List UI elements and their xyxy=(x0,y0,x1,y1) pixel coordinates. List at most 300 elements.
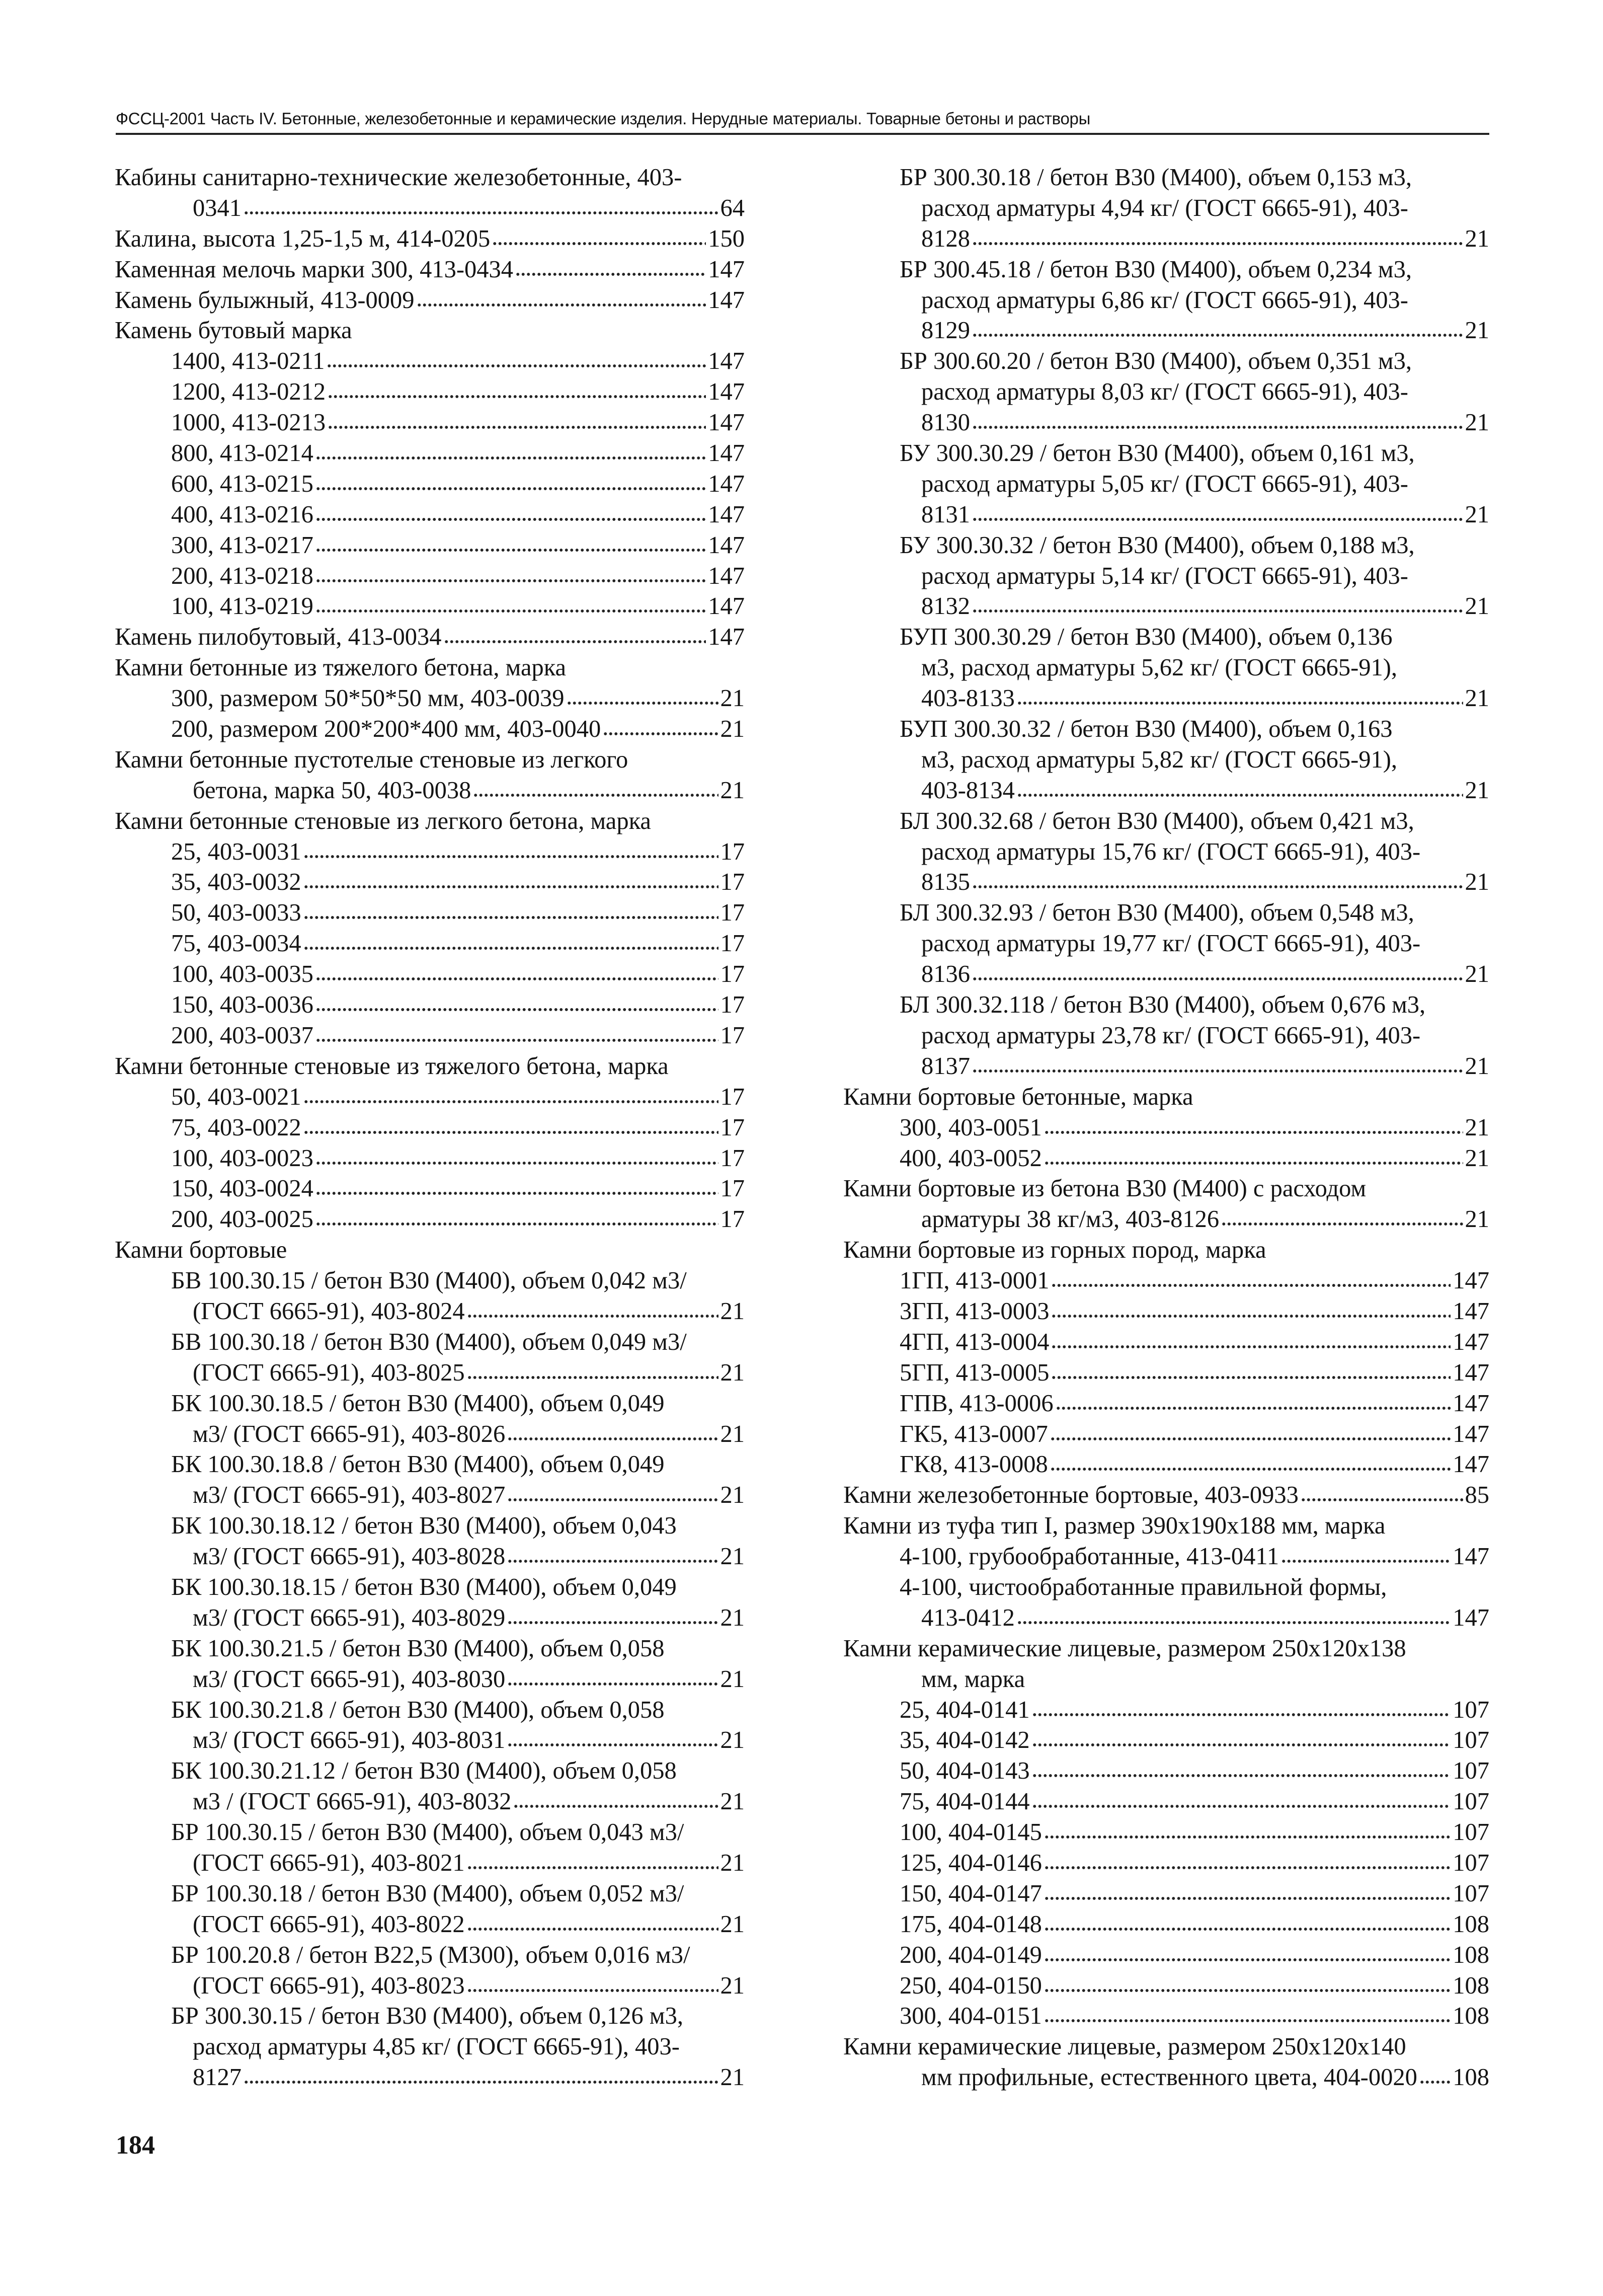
index-entry xyxy=(843,1480,1489,1511)
index-entry-text: 35, 403-0032 xyxy=(171,869,301,896)
index-entry xyxy=(843,1174,1489,1204)
dot-leader xyxy=(315,547,706,554)
index-entry xyxy=(115,867,745,898)
dot-leader xyxy=(972,883,1463,890)
dot-leader xyxy=(1032,1803,1451,1810)
index-entry-page-ref: 17 xyxy=(720,838,745,865)
index-entry-page-ref: 150 xyxy=(708,225,745,252)
dot-leader xyxy=(1301,1496,1463,1503)
index-entry-text: м3/ (ГОСТ 6665-91), 403-8029 xyxy=(193,1604,506,1631)
index-entry-text: Кабины санитарно-технические железобетонные, 403- xyxy=(115,164,682,191)
index-entry-text: Камни бетонные пустотелые стеновые из легкого xyxy=(115,746,628,773)
index-entry-page-ref: 17 xyxy=(720,869,745,896)
index-entry-text: 8136 xyxy=(921,961,970,988)
index-entry-text: 4-100, чистообработанные правильной формы, xyxy=(900,1573,1387,1600)
index-entry-text: 50, 403-0033 xyxy=(171,899,301,927)
index-entry-page-ref: 147 xyxy=(708,378,745,406)
dot-leader xyxy=(303,883,718,890)
index-entry-page-ref: 107 xyxy=(1453,1849,1489,1876)
index-entry-text: Камни бетонные стеновые из легкого бетона, марка xyxy=(115,807,651,834)
index-entry-text: 200, 403-0025 xyxy=(171,1206,313,1233)
index-entry xyxy=(843,1082,1489,1113)
index-entry-text: 150, 403-0024 xyxy=(171,1175,313,1202)
index-entry xyxy=(843,959,1489,990)
index-entry-text: 800, 413-0214 xyxy=(171,440,313,467)
index-entry xyxy=(843,1664,1489,1695)
dot-leader xyxy=(467,1864,718,1871)
index-entry xyxy=(115,1327,745,1358)
index-column-left xyxy=(115,163,745,2093)
index-entry xyxy=(843,1143,1489,1174)
index-entry xyxy=(115,1695,745,1726)
index-entry xyxy=(843,929,1489,959)
index-entry-page-ref: 147 xyxy=(1453,1451,1489,1478)
index-entry xyxy=(115,2001,745,2032)
index-entry xyxy=(115,163,745,193)
index-entry xyxy=(115,714,745,745)
index-entry xyxy=(115,929,745,959)
index-entry-page-ref: 147 xyxy=(1453,1359,1489,1386)
index-entry-text: 100, 413-0219 xyxy=(171,593,313,620)
index-entry xyxy=(843,2062,1489,2093)
dot-leader xyxy=(1044,1956,1451,1963)
dot-leader xyxy=(972,240,1463,247)
index-entry xyxy=(115,1879,745,1909)
dot-leader xyxy=(1050,1435,1451,1442)
index-entry xyxy=(115,1266,745,1296)
index-entry xyxy=(843,1051,1489,1082)
index-entry xyxy=(843,867,1489,898)
index-entry-page-ref: 147 xyxy=(1453,1390,1489,1417)
index-entry-page-ref: 17 xyxy=(720,1083,745,1110)
dot-leader xyxy=(567,700,718,707)
index-entry-page-ref: 147 xyxy=(708,562,745,589)
index-entry xyxy=(843,1725,1489,1756)
index-entry xyxy=(843,837,1489,868)
index-entry xyxy=(115,1664,745,1695)
index-entry-text: БВ 100.30.18 / бетон В30 (М400), объем 0,049 м3/ xyxy=(171,1328,687,1355)
dot-leader xyxy=(1044,1833,1451,1841)
index-entry-page-ref: 21 xyxy=(720,1849,745,1876)
index-entry-text: 600, 413-0215 xyxy=(171,470,313,497)
index-entry xyxy=(843,1634,1489,1664)
dot-leader xyxy=(1044,1895,1451,1902)
dot-leader xyxy=(327,362,706,369)
index-entry-page-ref: 108 xyxy=(1453,1941,1489,1968)
index-entry-page-ref: 21 xyxy=(720,1482,745,1509)
index-entry-page-ref: 108 xyxy=(1453,1972,1489,1999)
index-entry xyxy=(115,500,745,530)
dot-leader xyxy=(972,1067,1463,1075)
index-entry xyxy=(843,1879,1489,1909)
index-entry xyxy=(843,1695,1489,1726)
index-entry-page-ref: 147 xyxy=(1453,1420,1489,1447)
index-entry-page-ref: 147 xyxy=(708,624,745,651)
dot-leader xyxy=(467,1374,718,1381)
index-entry xyxy=(115,1235,745,1266)
index-entry xyxy=(843,2001,1489,2032)
index-entry xyxy=(115,1358,745,1389)
dot-leader xyxy=(315,975,718,982)
index-entry-page-ref: 21 xyxy=(1465,225,1489,252)
index-entry xyxy=(115,316,745,346)
index-entry-text: 50, 403-0021 xyxy=(171,1083,301,1110)
dot-leader xyxy=(515,271,706,278)
index-entry-page-ref: 108 xyxy=(1453,1910,1489,1938)
index-entry-text: Камни бетонные стеновые из тяжелого бетона, марка xyxy=(115,1052,669,1080)
index-entry-page-ref: 108 xyxy=(1453,2064,1489,2091)
index-entry xyxy=(843,1235,1489,1266)
dot-leader xyxy=(1281,1558,1451,1565)
index-entry xyxy=(843,1113,1489,1143)
index-entry-text: м3/ (ГОСТ 6665-91), 403-8027 xyxy=(193,1482,506,1509)
index-entry-text: м3 / (ГОСТ 6665-91), 403-8032 xyxy=(193,1788,512,1815)
index-entry-page-ref: 147 xyxy=(1453,1543,1489,1570)
index-entry-text: расход арматуры 5,14 кг/ (ГОСТ 6665-91), 403- xyxy=(921,562,1408,589)
dot-leader xyxy=(315,577,706,584)
index-entry-text: 100, 403-0035 xyxy=(171,961,313,988)
index-entry-text: 150, 403-0036 xyxy=(171,991,313,1019)
index-entry-text: мм, марка xyxy=(921,1665,1025,1693)
index-entry-text: 250, 404-0150 xyxy=(900,1972,1042,1999)
index-entry-text: Камни бортовые xyxy=(115,1237,287,1264)
index-entry xyxy=(843,408,1489,438)
index-entry-text: 413-0412 xyxy=(921,1604,1015,1631)
index-entry-text: Камни бортовые бетонные, марка xyxy=(843,1083,1193,1110)
index-entry-page-ref: 21 xyxy=(720,1972,745,1999)
index-entry xyxy=(115,1725,745,1756)
dot-leader xyxy=(303,1098,718,1105)
index-entry xyxy=(843,714,1489,745)
index-entry xyxy=(843,316,1489,346)
index-entry xyxy=(115,1480,745,1511)
index-entry xyxy=(843,1787,1489,1817)
index-entry-page-ref: 21 xyxy=(720,1420,745,1447)
dot-leader xyxy=(507,1680,718,1688)
index-entry-page-ref: 21 xyxy=(720,1359,745,1386)
dot-leader xyxy=(507,1558,718,1565)
index-entry xyxy=(115,1787,745,1817)
index-entry xyxy=(115,1511,745,1542)
index-entry xyxy=(115,2062,745,2093)
dot-leader xyxy=(315,1006,718,1013)
index-entry-text: 25, 403-0031 xyxy=(171,838,301,865)
index-entry xyxy=(843,346,1489,377)
index-entry xyxy=(843,561,1489,592)
index-entry-text: 4-100, грубообработанные, 413-0411 xyxy=(900,1543,1279,1570)
index-entry xyxy=(843,1266,1489,1296)
index-entry xyxy=(843,377,1489,408)
index-entry-text: Каменная мелочь марки 300, 413-0434 xyxy=(115,256,514,283)
index-entry-text: Камни железобетонные бортовые, 403-0933 xyxy=(843,1482,1299,1509)
index-entry-text: Калина, высота 1,25-1,5 м, 414-0205 xyxy=(115,225,491,252)
dot-leader xyxy=(1051,1313,1451,1320)
index-entry-text: Камни керамические лицевые, размером 250x120x138 xyxy=(843,1635,1406,1662)
index-entry xyxy=(843,1542,1489,1572)
index-entry-page-ref: 17 xyxy=(720,930,745,957)
index-entry xyxy=(843,1817,1489,1848)
index-entry xyxy=(843,1296,1489,1327)
index-entry-text: БР 100.30.15 / бетон В30 (М400), объем 0,043 м3/ xyxy=(171,1819,684,1846)
index-entry-text: 200, 404-0149 xyxy=(900,1941,1042,1968)
index-entry xyxy=(843,898,1489,929)
dot-leader xyxy=(1051,1343,1451,1350)
index-entry-text: расход арматуры 4,85 кг/ (ГОСТ 6665-91), 403- xyxy=(193,2033,680,2060)
index-entry-text: (ГОСТ 6665-91), 403-8025 xyxy=(193,1359,465,1386)
index-entry-text: 200, 403-0037 xyxy=(171,1022,313,1049)
dot-leader xyxy=(972,332,1463,339)
index-entry xyxy=(115,1817,745,1848)
index-entry-text: Камни бортовые из горных пород, марка xyxy=(843,1237,1266,1264)
index-entry-text: 8127 xyxy=(193,2064,242,2091)
index-entry-text: м3/ (ГОСТ 6665-91), 403-8031 xyxy=(193,1727,506,1754)
index-entry xyxy=(843,1449,1489,1480)
index-entry xyxy=(843,2032,1489,2062)
index-entry-text: Камень бутовый марка xyxy=(115,317,352,344)
index-entry-page-ref: 17 xyxy=(720,1206,745,1233)
index-entry xyxy=(115,1848,745,1879)
index-entry-page-ref: 147 xyxy=(1453,1297,1489,1325)
index-entry-text: Камень пилобутовый, 413-0034 xyxy=(115,624,442,651)
dot-leader xyxy=(1419,2079,1451,2086)
dot-leader xyxy=(507,1619,718,1626)
index-entry-page-ref: 21 xyxy=(1465,685,1489,712)
index-entry-text: расход арматуры 5,05 кг/ (ГОСТ 6665-91), 403- xyxy=(921,470,1408,497)
index-entry-page-ref: 107 xyxy=(1453,1696,1489,1723)
index-entry xyxy=(843,1940,1489,1971)
index-entry-text: 0341 xyxy=(193,194,242,221)
index-entry-text: 8135 xyxy=(921,869,970,896)
index-entry-page-ref: 17 xyxy=(720,899,745,927)
index-entry-page-ref: 21 xyxy=(720,1604,745,1631)
index-entry-text: 300, 403-0051 xyxy=(900,1114,1042,1141)
index-entry-page-ref: 108 xyxy=(1453,2003,1489,2030)
index-entry xyxy=(843,255,1489,285)
index-entry xyxy=(115,1143,745,1174)
index-entry-text: Камни из туфа тип I, размер 390x190x188 мм, марка xyxy=(843,1512,1386,1540)
dot-leader xyxy=(467,1313,718,1320)
index-entry-text: БЛ 300.32.93 / бетон В30 (М400), объем 0,548 м3, xyxy=(900,899,1414,927)
index-entry xyxy=(115,990,745,1021)
index-entry xyxy=(115,530,745,561)
index-entry xyxy=(843,776,1489,806)
dot-leader xyxy=(492,240,706,247)
dot-leader xyxy=(467,1926,718,1933)
index-entry-page-ref: 147 xyxy=(708,593,745,620)
dot-leader xyxy=(1017,792,1463,799)
index-entry xyxy=(843,1603,1489,1634)
index-entry-page-ref: 17 xyxy=(720,1144,745,1172)
index-entry xyxy=(115,806,745,837)
index-entry xyxy=(843,285,1489,316)
index-entry-page-ref: 107 xyxy=(1453,1880,1489,1907)
dot-leader xyxy=(244,2079,718,2086)
index-entry-page-ref: 21 xyxy=(1465,409,1489,436)
index-entry-text: (ГОСТ 6665-91), 403-8023 xyxy=(193,1972,465,1999)
index-entry-text: БК 100.30.21.12 / бетон В30 (М400), объем 0,058 xyxy=(171,1757,677,1785)
index-entry-text: мм профильные, естественного цвета, 404-0020 xyxy=(921,2064,1417,2091)
index-entry-page-ref: 21 xyxy=(720,1910,745,1938)
index-entry-text: 75, 403-0034 xyxy=(171,930,301,957)
index-entry-text: БР 300.60.20 / бетон В30 (М400), объем 0,351 м3, xyxy=(900,348,1412,375)
index-entry-page-ref: 17 xyxy=(720,1175,745,1202)
index-entry-text: БР 300.30.18 / бетон В30 (М400), объем 0,153 м3, xyxy=(900,164,1412,191)
index-entry xyxy=(115,1603,745,1634)
index-entry-page-ref: 107 xyxy=(1453,1788,1489,1815)
index-entry xyxy=(115,1113,745,1143)
index-entry-page-ref: 17 xyxy=(720,961,745,988)
index-entry xyxy=(115,683,745,714)
index-entry-text: БК 100.30.18.8 / бетон В30 (М400), объем 0,049 xyxy=(171,1451,665,1478)
index-entry xyxy=(115,469,745,500)
dot-leader xyxy=(315,1190,718,1197)
index-entry-page-ref: 64 xyxy=(720,194,745,221)
dot-leader xyxy=(972,975,1463,982)
index-entry-text: БУ 300.30.29 / бетон В30 (М400), объем 0,161 м3, xyxy=(900,440,1415,467)
index-entry-page-ref: 21 xyxy=(720,777,745,804)
index-entry-page-ref: 21 xyxy=(720,1727,745,1754)
dot-leader xyxy=(507,1435,718,1442)
index-entry-text: 150, 404-0147 xyxy=(900,1880,1042,1907)
dot-leader xyxy=(1044,1926,1451,1933)
dot-leader xyxy=(417,301,706,309)
dot-leader xyxy=(1032,1772,1451,1779)
dot-leader xyxy=(1051,1282,1451,1289)
index-entry xyxy=(843,1511,1489,1542)
dot-leader xyxy=(1056,1405,1451,1412)
index-entry-page-ref: 21 xyxy=(1465,961,1489,988)
index-entry xyxy=(843,530,1489,561)
index-entry-text: 8131 xyxy=(921,501,970,528)
dot-leader xyxy=(1044,2017,1451,2024)
index-entry-page-ref: 147 xyxy=(1453,1328,1489,1355)
index-entry-text: ГК8, 413-0008 xyxy=(900,1451,1048,1478)
index-entry xyxy=(843,591,1489,622)
index-entry-text: расход арматуры 6,86 кг/ (ГОСТ 6665-91), 403- xyxy=(921,286,1408,314)
index-entry-page-ref: 21 xyxy=(720,1788,745,1815)
index-entry-page-ref: 147 xyxy=(708,440,745,467)
dot-leader xyxy=(315,454,706,462)
index-entry-page-ref: 147 xyxy=(1453,1604,1489,1631)
index-entry xyxy=(115,408,745,438)
index-entry-text: м3, расход арматуры 5,82 кг/ (ГОСТ 6665-91), xyxy=(921,746,1398,773)
index-entry-text: 175, 404-0148 xyxy=(900,1910,1042,1938)
index-entry-text: 8137 xyxy=(921,1052,970,1080)
index-entry-text: ГПВ, 413-0006 xyxy=(900,1390,1054,1417)
index-entry-text: 100, 403-0023 xyxy=(171,1144,313,1172)
index-entry xyxy=(115,745,745,776)
index-entry-text: 400, 403-0052 xyxy=(900,1144,1042,1172)
index-entry xyxy=(115,1419,745,1450)
dot-leader xyxy=(1050,1466,1451,1473)
index-entry-text: БУП 300.30.29 / бетон В30 (М400), объем 0,136 xyxy=(900,624,1393,651)
dot-leader xyxy=(1032,1711,1451,1718)
index-entry xyxy=(115,1174,745,1204)
index-entry-page-ref: 107 xyxy=(1453,1819,1489,1846)
index-entry-text: (ГОСТ 6665-91), 403-8024 xyxy=(193,1297,465,1325)
index-entry-page-ref: 21 xyxy=(1465,869,1489,896)
index-entry-text: Камни бетонные из тяжелого бетона, марка xyxy=(115,654,567,681)
index-entry xyxy=(843,745,1489,776)
index-entry-text: 8132 xyxy=(921,593,970,620)
index-entry-text: 50, 404-0143 xyxy=(900,1757,1030,1785)
dot-leader xyxy=(513,1803,718,1810)
dot-leader xyxy=(473,792,718,799)
index-entry xyxy=(115,1204,745,1235)
index-entry-page-ref: 147 xyxy=(708,286,745,314)
index-entry-text: Камни керамические лицевые, размером 250x120x140 xyxy=(843,2033,1406,2060)
dot-leader xyxy=(244,209,718,216)
dot-leader xyxy=(303,853,718,860)
index-entry xyxy=(115,959,745,990)
index-entry-text: БЛ 300.32.118 / бетон В30 (М400), объем 0,676 м3, xyxy=(900,991,1426,1019)
index-entry xyxy=(843,1848,1489,1879)
index-entry xyxy=(115,2032,745,2062)
index-entry-page-ref: 21 xyxy=(720,685,745,712)
index-entry xyxy=(843,193,1489,224)
index-entry xyxy=(115,346,745,377)
index-entry-text: БУ 300.30.32 / бетон В30 (М400), объем 0,188 м3, xyxy=(900,531,1415,559)
dot-leader xyxy=(315,1220,718,1228)
index-entry-text: 8129 xyxy=(921,317,970,344)
index-entry xyxy=(843,1389,1489,1419)
index-entry-text: 8128 xyxy=(921,225,970,252)
index-entry xyxy=(115,255,745,285)
index-entry xyxy=(843,1419,1489,1450)
index-entry-text: м3/ (ГОСТ 6665-91), 403-8026 xyxy=(193,1420,506,1447)
dot-leader xyxy=(1044,1160,1463,1167)
index-entry xyxy=(843,438,1489,469)
index-entry xyxy=(843,1204,1489,1235)
index-entry-text: расход арматуры 15,76 кг/ (ГОСТ 6665-91), 403- xyxy=(921,838,1421,865)
index-entry-text: арматуры 38 кг/м3, 403-8126 xyxy=(921,1206,1220,1233)
index-entry-text: бетона, марка 50, 403-0038 xyxy=(193,777,471,804)
index-entry xyxy=(843,806,1489,837)
index-entry-text: Камень булыжный, 413-0009 xyxy=(115,286,415,314)
dot-leader xyxy=(303,1129,718,1136)
index-entry xyxy=(843,1971,1489,2002)
index-entry-text: ГК5, 413-0007 xyxy=(900,1420,1048,1447)
index-entry-text: БР 300.45.18 / бетон В30 (М400), объем 0,234 м3, xyxy=(900,256,1412,283)
index-entry-text: 1000, 413-0213 xyxy=(171,409,326,436)
dot-leader xyxy=(972,424,1463,431)
index-entry xyxy=(115,1634,745,1664)
index-entry-text: Камни бортовые из бетона В30 (М400) с расходом xyxy=(843,1175,1367,1202)
index-entry xyxy=(115,224,745,255)
running-header: ФССЦ-2001 Часть IV. Бетонные, железобетонные и керамические изделия. Нерудные материалы. Товарные бетоны и растворы xyxy=(116,106,1489,135)
index-entry-page-ref: 107 xyxy=(1453,1727,1489,1754)
dot-leader xyxy=(315,1160,718,1167)
index-entry xyxy=(843,1756,1489,1787)
index-entry-page-ref: 21 xyxy=(1465,1206,1489,1233)
index-entry-text: 4ГП, 413-0004 xyxy=(900,1328,1050,1355)
index-entry-page-ref: 21 xyxy=(1465,1114,1489,1141)
index-entry-text: БР 100.20.8 / бетон В22,5 (М300), объем 0,016 м3/ xyxy=(171,1941,690,1968)
index-entry xyxy=(115,1542,745,1572)
index-entry-page-ref: 21 xyxy=(720,1665,745,1693)
index-entry xyxy=(843,683,1489,714)
index-entry-text: м3/ (ГОСТ 6665-91), 403-8030 xyxy=(193,1665,506,1693)
dot-leader xyxy=(1044,1864,1451,1871)
index-entry xyxy=(843,163,1489,193)
index-entry xyxy=(115,622,745,653)
index-entry xyxy=(115,285,745,316)
index-entry xyxy=(843,653,1489,683)
dot-leader xyxy=(507,1741,718,1748)
index-entry-page-ref: 21 xyxy=(720,2064,745,2091)
index-entry xyxy=(115,1909,745,1940)
index-entry-text: 1200, 413-0212 xyxy=(171,378,326,406)
